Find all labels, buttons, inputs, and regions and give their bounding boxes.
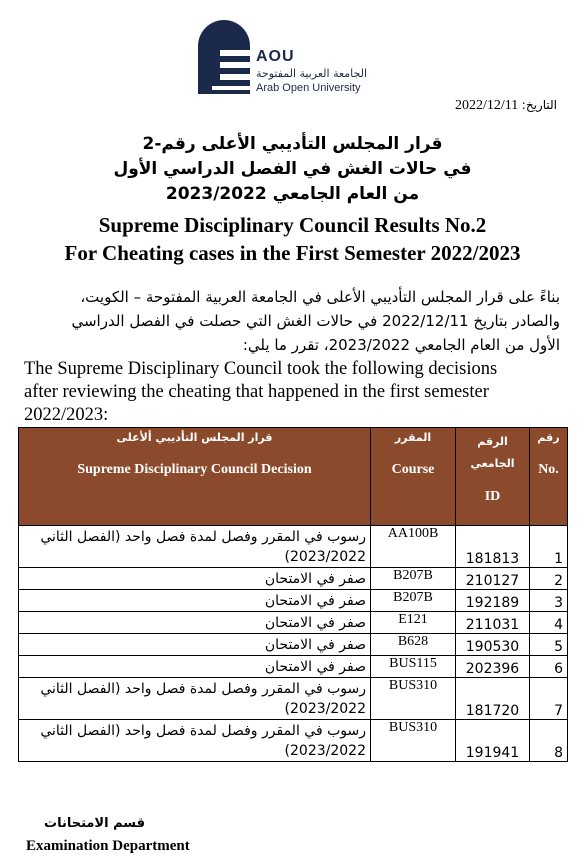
cell-decision: رسوب في المقرر وفصل لمدة فصل واحد (الفصل الثاني 2023/2022) bbox=[19, 526, 371, 568]
cell-decision: رسوب في المقرر وفصل لمدة فصل واحد (الفصل الثاني 2023/2022) bbox=[19, 720, 371, 762]
cell-no: 8 bbox=[530, 720, 568, 762]
header-course-en: Course bbox=[391, 462, 435, 477]
cell-no: 3 bbox=[530, 590, 568, 612]
cell-id: 192189 bbox=[456, 590, 530, 612]
cell-course: BUS310 bbox=[371, 720, 456, 762]
cell-no: 7 bbox=[530, 678, 568, 720]
intro-en-line-1: The Supreme Disciplinary Council took the following decisions bbox=[24, 359, 498, 379]
title-ar-line-3: من العام الجامعي 2023/2022 bbox=[165, 184, 420, 204]
intro-ar-line-3: الأول من العام الجامعي 2023/2022، تقرر ما يلي: bbox=[242, 336, 560, 354]
table-row bbox=[19, 612, 568, 634]
cell-course: B628 bbox=[371, 634, 456, 656]
cell-decision: صفر في الامتحان bbox=[19, 656, 371, 678]
logo-name-en: Arab Open University bbox=[256, 82, 361, 94]
title-ar-line-2: في حالات الغش في الفصل الدراسي الأول bbox=[113, 159, 472, 179]
table-row bbox=[19, 656, 568, 678]
table-row bbox=[19, 678, 568, 720]
header-no-en: No. bbox=[538, 462, 559, 477]
cell-course: BUS115 bbox=[371, 656, 456, 678]
table-row bbox=[19, 526, 568, 568]
table-row bbox=[19, 568, 568, 590]
title-en-line-1: Supreme Disciplinary Council Results No.2 bbox=[98, 213, 487, 237]
cell-decision: صفر في الامتحان bbox=[19, 568, 371, 590]
title-ar-line-1: قرار المجلس التأديبي الأعلى رقم-2 bbox=[142, 134, 443, 154]
cell-id: 202396 bbox=[456, 656, 530, 678]
cell-no: 6 bbox=[530, 656, 568, 678]
table-row bbox=[19, 590, 568, 612]
header-decision-en: Supreme Disciplinary Council Decision bbox=[77, 462, 312, 477]
cell-decision: صفر في الامتحان bbox=[19, 634, 371, 656]
cell-course: AA100B bbox=[371, 526, 456, 568]
header-course-ar: المقرر bbox=[394, 431, 432, 444]
intro-ar-line-2: والصادر بتاريخ 2022/12/11 في حالات الغش التي حصلت في الفصل الدراسي bbox=[71, 312, 560, 330]
logo-abbr: AOU bbox=[256, 48, 295, 65]
cell-course: B207B bbox=[371, 568, 456, 590]
header-decision bbox=[19, 428, 371, 526]
header-course bbox=[371, 428, 456, 526]
cell-course: BUS310 bbox=[371, 678, 456, 720]
cell-id: 211031 bbox=[456, 612, 530, 634]
cell-no: 4 bbox=[530, 612, 568, 634]
header-id-en: ID bbox=[484, 489, 501, 504]
header-id-ar: الرقم الجامعي bbox=[470, 435, 515, 470]
header-no-ar: رقم bbox=[537, 431, 560, 444]
table-header-row bbox=[19, 428, 568, 526]
header-id bbox=[456, 428, 530, 526]
cell-id: 181813 bbox=[456, 526, 530, 568]
cell-id: 191941 bbox=[456, 720, 530, 762]
cell-id: 181720 bbox=[456, 678, 530, 720]
cell-decision: صفر في الامتحان bbox=[19, 590, 371, 612]
date-value: 2022/12/11 bbox=[455, 98, 519, 113]
table-row bbox=[19, 720, 568, 762]
intro-ar-line-1: بناءً على قرار المجلس التأديبي الأعلى في الجامعة العربية المفتوحة – الكويت، bbox=[80, 288, 560, 306]
header-no bbox=[530, 428, 568, 526]
cell-course: E121 bbox=[371, 612, 456, 634]
results-table bbox=[18, 427, 568, 762]
cell-no: 2 bbox=[530, 568, 568, 590]
cell-decision: صفر في الامتحان bbox=[19, 612, 371, 634]
cell-course: B207B bbox=[371, 590, 456, 612]
cell-no: 1 bbox=[530, 526, 568, 568]
document-date bbox=[455, 98, 557, 114]
table-row bbox=[19, 634, 568, 656]
title-en-line-2: For Cheating cases in the First Semester 2022/2023 bbox=[64, 241, 521, 265]
department-name-en: Examination Department bbox=[26, 838, 190, 854]
department-name-ar: قسم الامتحانات bbox=[44, 816, 146, 831]
cell-id: 210127 bbox=[456, 568, 530, 590]
date-label: التاريخ: bbox=[521, 98, 557, 112]
cell-no: 5 bbox=[530, 634, 568, 656]
intro-en-line-3: 2022/2023: bbox=[24, 405, 109, 425]
aou-logo bbox=[196, 20, 396, 100]
cell-decision: رسوب في المقرر وفصل لمدة فصل واحد (الفصل الثاني 2023/2022) bbox=[19, 678, 371, 720]
logo-name-ar: الجامعة العربية المفتوحة bbox=[256, 67, 368, 80]
aou-logo-icon bbox=[198, 20, 250, 94]
header-decision-ar: قرار المجلس التأديبي ألأعلى bbox=[116, 431, 273, 444]
intro-en-line-2: after reviewing the cheating that happened in the first semester bbox=[24, 382, 489, 402]
cell-id: 190530 bbox=[456, 634, 530, 656]
